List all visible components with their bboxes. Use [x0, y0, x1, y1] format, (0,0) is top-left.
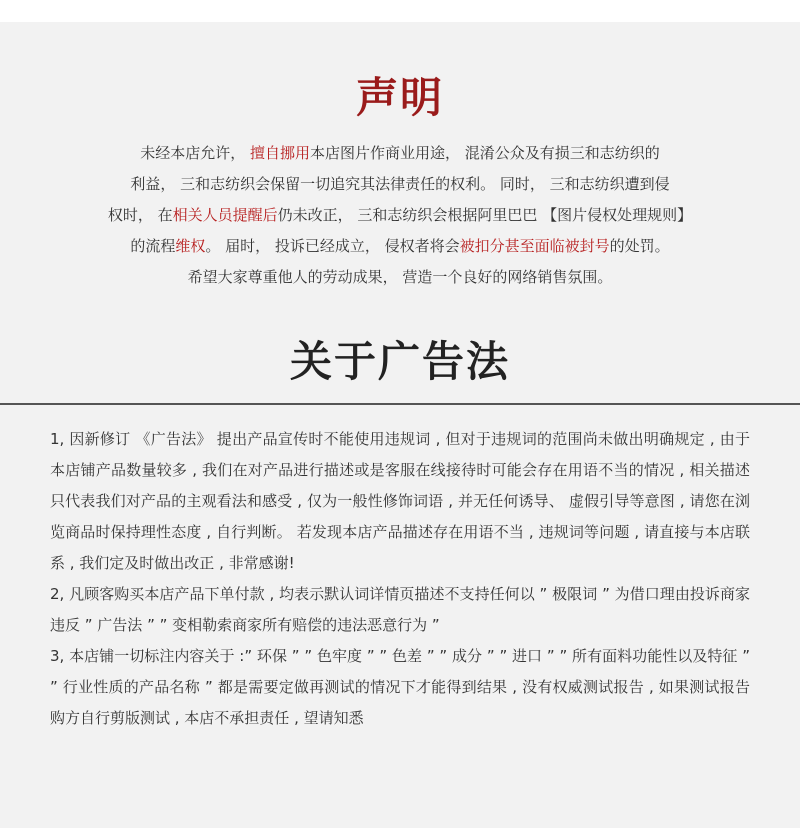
- declaration-segment: 未经本店允许，: [140, 144, 250, 162]
- declaration-segment: 利益， 三和志纺织会保留一切追究其法律责任的权利。 同时， 三和志纺织遭到侵: [130, 175, 670, 193]
- declaration-line: [50, 231, 750, 262]
- ad-law-paragraph-1: 1, 因新修订 《广告法》 提出产品宣传时不能使用违规词 , 但对于违规词的范围尚未做出明确规定 , 由于本店铺产品数量较多 , 我们在对产品进行描述或是客服在线接待时可能会存在用语不当的情况 , 相关描述只代表我们对产品的主观看法和感受 , 仅为一般性修饰词语 , 并无任何诱导、 虚假引导等意图 , 请您在浏览商品时保持理性态度 , 自行判断。 若发现本店产品描述存在用语不当 , 违规词等问题 , 请直接与本店联系 , 我们定及时做出改正 , 非常感谢!: [50, 430, 750, 572]
- declaration-highlight: 擅自挪用: [249, 144, 310, 162]
- declaration-line: [50, 262, 750, 293]
- ad-law-paragraph-2: 2, 凡顾客购买本店产品下单付款 , 均表示默认词详情页描述不支持任何以 ” 极限词 ” 为借口理由投诉商家违反 ” 广告法 ” ” 变相勒索商家所有赔偿的违法恶意行为 ”: [50, 585, 750, 634]
- ad-law-text: [50, 424, 750, 734]
- declaration-highlight: 维权: [175, 237, 206, 255]
- declaration-segment: 权时， 在: [107, 206, 173, 224]
- ad-law-paragraph-3: 3, 本店铺一切标注内容关于 :” 环保 ” ” 色牢度 ” ” 色差 ” ” 成分 ” ” 进口 ” ” 所有面料功能性以及特征 ” ” 行业性质的产品名称 ” 都是需要定做再测试的情况下才能得到结果 , 没有权威测试报告 , 如果测试报告购方自行剪版测试 , 本店不承担责任 , 望请知悉: [50, 647, 750, 727]
- ad-law-title: 关于广告法: [289, 337, 510, 386]
- declaration-text: [50, 138, 750, 293]
- declaration-highlight: 相关人员提醒后: [172, 206, 278, 224]
- declaration-line: [50, 169, 750, 200]
- section-divider: [0, 403, 800, 405]
- declaration-segment: 希望大家尊重他人的劳动成果， 营造一个良好的网络销售氛围。: [187, 268, 613, 286]
- declaration-segment: 的处罚。: [609, 237, 670, 255]
- declaration-segment: 。 届时， 投诉已经成立， 侵权者将会: [205, 237, 460, 255]
- declaration-title: 声明: [355, 73, 444, 122]
- declaration-line: [50, 200, 750, 231]
- declaration-highlight: 被扣分甚至面临被封号: [459, 237, 610, 255]
- declaration-segment: 的流程: [130, 237, 176, 255]
- declaration-line: [50, 138, 750, 169]
- declaration-segment: 仍未改正， 三和志纺织会根据阿里巴巴 【图片侵权处理规则】: [277, 206, 693, 224]
- declaration-segment: 本店图片作商业用途， 混淆公众及有损三和志纺织的: [310, 144, 660, 162]
